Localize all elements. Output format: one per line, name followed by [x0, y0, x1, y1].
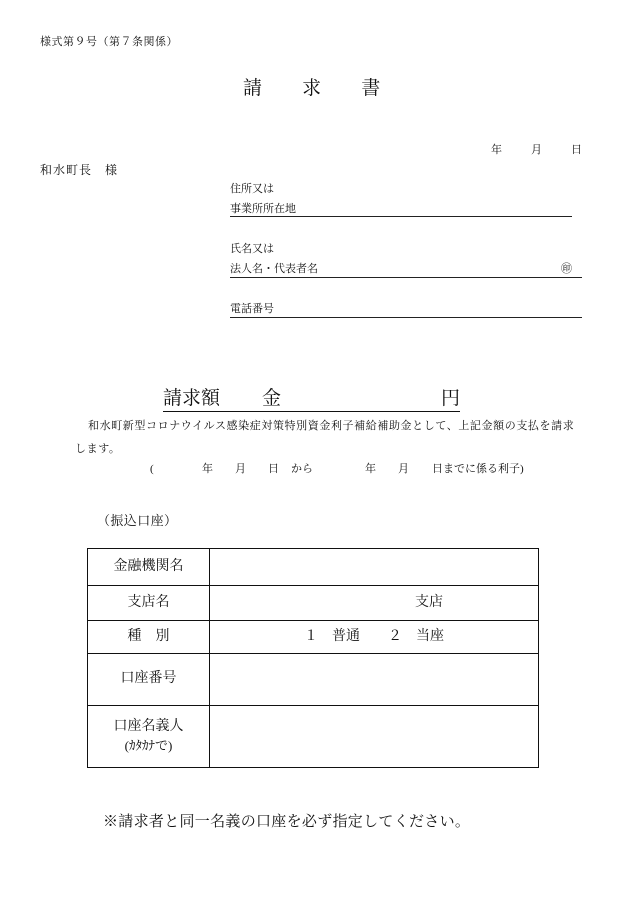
- claim-amount-prefix: 金: [262, 388, 282, 409]
- period-from-word: から: [291, 463, 313, 475]
- statement-line2: します。: [75, 443, 121, 455]
- branch-label: 支店名: [88, 586, 210, 621]
- statement-line1: 和水町新型コロナウイルス感染症対策特別資金利子補給補助金として、上記金額の支払を請求: [88, 420, 575, 432]
- period-to-day-suffix: 日までに係る利子): [432, 463, 524, 475]
- claim-amount-unit: 円: [441, 388, 461, 409]
- table-row: [88, 549, 539, 586]
- account-type-label: 種 別: [88, 621, 210, 654]
- name-underline: [230, 277, 582, 278]
- phone-label: 電話番号: [230, 303, 274, 315]
- bank-name-label: 金融機関名: [88, 549, 210, 586]
- claim-amount-line: [163, 389, 460, 412]
- account-holder-label-cell: [88, 706, 210, 768]
- account-holder-cell: [210, 706, 539, 768]
- table-row: [88, 586, 539, 621]
- form-title: 請 求 書: [243, 78, 381, 99]
- account-type-options: １ 普通 ２ 当座: [210, 621, 539, 654]
- period-from-month: 月: [235, 463, 246, 475]
- table-row: [88, 706, 539, 768]
- interest-period: [0, 464, 630, 476]
- date-month-label: 月: [531, 144, 542, 156]
- table-row: [88, 621, 539, 654]
- period-to-year: 年: [365, 463, 376, 475]
- bank-account-table: [87, 548, 539, 768]
- table-row: [88, 654, 539, 706]
- name-label-line1: 氏名又は: [230, 243, 274, 255]
- account-note: ※請求者と同一名義の口座を必ず指定してください。: [103, 814, 471, 830]
- bank-name-cell: [210, 549, 539, 586]
- claim-amount-label: 請求額: [163, 388, 221, 409]
- address-underline: [230, 216, 572, 217]
- period-from-year: 年: [202, 463, 213, 475]
- account-number-cell: [210, 654, 539, 706]
- form-number: 様式第９号（第７条関係）: [40, 36, 178, 48]
- seal-mark: ㊞: [561, 263, 572, 275]
- period-to-month: 月: [398, 463, 409, 475]
- date-year-label: 年: [491, 144, 502, 156]
- address-label-line2: 事業所所在地: [230, 203, 296, 215]
- address-label-line1: 住所又は: [230, 183, 274, 195]
- date-day-label: 日: [571, 144, 582, 156]
- period-from-day: 日: [268, 463, 279, 475]
- branch-suffix: 支店: [210, 586, 539, 621]
- addressee: 和水町長 様: [40, 163, 119, 177]
- bank-section-title: （振込口座）: [97, 513, 178, 528]
- period-open-paren: (: [150, 463, 154, 475]
- name-label-line2: 法人名・代表者名: [230, 263, 318, 275]
- account-number-label: 口座番号: [88, 654, 210, 706]
- account-holder-label: 口座名義人: [113, 719, 184, 735]
- account-holder-sublabel: (ｶﾀｶﾅで): [124, 738, 173, 754]
- phone-underline: [230, 317, 582, 318]
